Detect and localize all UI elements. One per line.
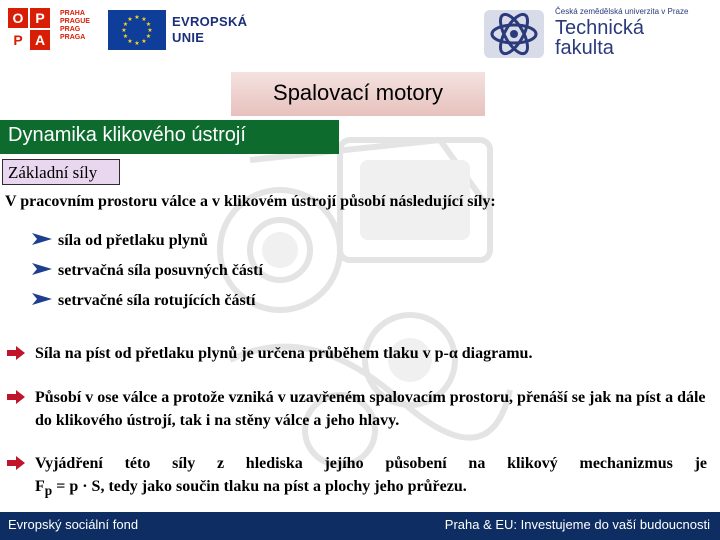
opp-words: [60, 10, 90, 42]
section-heading: Základní síly: [8, 163, 98, 182]
faculty-name-line: Technická: [555, 17, 644, 39]
atom-emblem-icon: [480, 6, 548, 62]
bullet-text: síla od přetlaku plynů: [58, 232, 208, 249]
formula-rest: = p · S, tedy jako součin tlaku na píst a plochy jeho průřezu.: [52, 478, 467, 495]
svg-text:★: ★: [145, 33, 152, 40]
paragraph-text-formula: [35, 475, 707, 502]
paragraph: [7, 386, 707, 432]
bullet-item: [32, 292, 255, 310]
footer-bar: [0, 512, 720, 540]
svg-text:★: ★: [145, 21, 152, 28]
eu-logo: [108, 8, 248, 52]
section-heading-box: [2, 159, 120, 185]
opp-letter: O: [8, 8, 28, 28]
svg-text:★: ★: [127, 16, 133, 23]
opp-word: PRAHA: [60, 10, 85, 17]
svg-text:★: ★: [147, 27, 153, 34]
faculty-name-line: fakulta: [555, 37, 614, 59]
footer-right-text: Praha & EU: Investujeme do vaší budoucnosti: [444, 517, 710, 532]
paragraph-text: Síla na píst od přetlaku plynů je určena průběhem tlaku v p-α diagramu.: [35, 345, 533, 362]
eu-text: [172, 14, 247, 46]
subtitle-bar: [0, 120, 339, 154]
opp-letter: A: [30, 30, 50, 50]
arrow-bullet-icon: [32, 233, 52, 245]
opp-praha-logo: [8, 8, 103, 52]
bullet-item: [32, 262, 263, 280]
svg-text:★: ★: [134, 40, 140, 47]
paragraph: [7, 342, 707, 365]
eu-text-line: UNIE: [172, 30, 205, 45]
svg-text:★: ★: [121, 27, 127, 34]
arrow-pointer-icon: [7, 390, 25, 404]
paragraph-text: Působí v ose válce a protože vzniká v uzavřeném spalovacím prostoru, přenáší se jak na píst a dále do klikového ústrojí, tak i na stěny válce a jeho hlavy.: [35, 389, 706, 429]
arrow-bullet-icon: [32, 293, 52, 305]
title-box: [231, 72, 485, 116]
svg-text:★: ★: [122, 21, 129, 28]
formula-symbol: F: [35, 478, 45, 495]
bullet-text: setrvačné síla rotujících částí: [58, 292, 256, 309]
page-title: Spalovací motory: [273, 80, 443, 105]
svg-text:★: ★: [122, 33, 129, 40]
arrow-pointer-icon: [7, 346, 25, 360]
opp-word: PRAGA: [60, 34, 86, 41]
svg-text:★: ★: [127, 38, 133, 45]
opp-word: PRAG: [60, 26, 81, 33]
faculty-name: [555, 18, 644, 58]
svg-text:★: ★: [141, 16, 147, 23]
university-name: Česká zemědělská univerzita v Praze: [555, 7, 689, 16]
subtitle: Dynamika klikového ústrojí: [8, 124, 246, 146]
opp-letter: P: [30, 8, 50, 28]
intro-text: V pracovním prostoru válce a v klikovém ústrojí působí následující síly:: [5, 193, 496, 210]
paragraph-text: Vyjádření této síly z hlediska jejího působení na klikový mechanizmus je: [35, 455, 707, 472]
arrow-bullet-icon: [32, 263, 52, 275]
eu-text-line: EVROPSKÁ: [172, 14, 248, 29]
opp-letter: P: [8, 30, 28, 50]
bullet-item: [32, 232, 208, 250]
svg-text:★: ★: [134, 14, 140, 21]
svg-text:★: ★: [141, 38, 147, 45]
arrow-pointer-icon: [7, 456, 25, 470]
footer-left-text: Evropský sociální fond: [8, 517, 139, 532]
opp-word: PRAGUE: [60, 18, 90, 25]
eu-flag-icon: [108, 10, 166, 50]
technicka-fakulta-logo: [470, 2, 718, 64]
paragraph: [7, 452, 707, 502]
bullet-text: setrvačná síla posuvných částí: [58, 262, 263, 279]
formula-subscript: p: [44, 483, 53, 499]
